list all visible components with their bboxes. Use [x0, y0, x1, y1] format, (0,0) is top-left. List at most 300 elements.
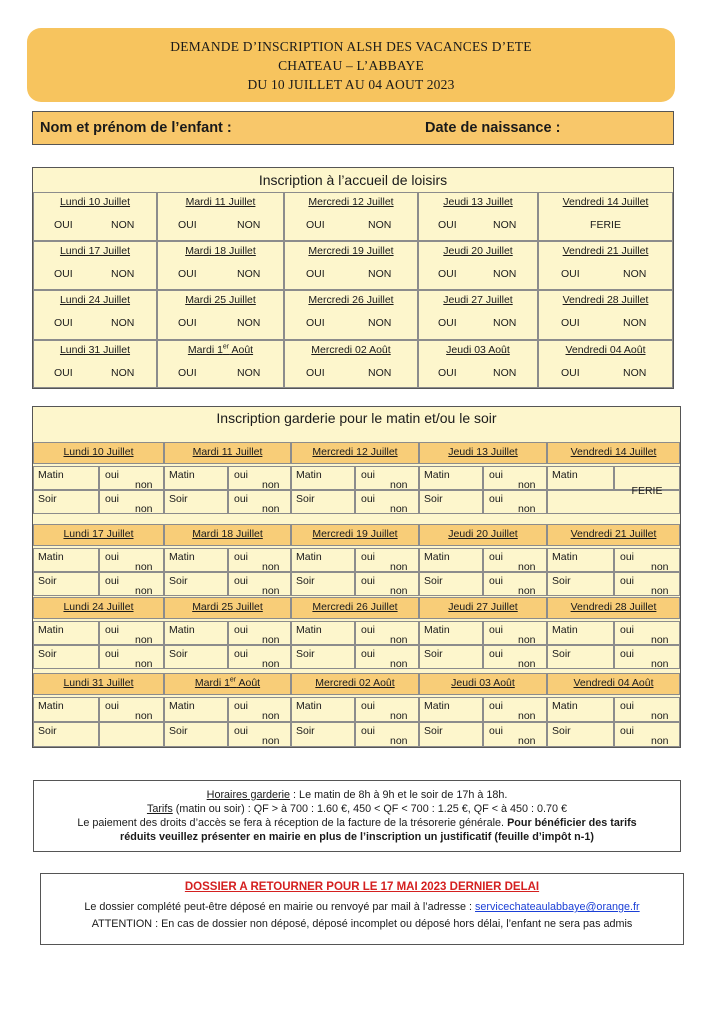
matin-label: Matin — [552, 624, 578, 636]
soir-cell — [547, 645, 614, 669]
soir-cell — [164, 645, 228, 669]
garderie-day-header — [33, 442, 164, 464]
matin-choice-cell — [355, 697, 419, 722]
day-label: Vendredi 04 Août — [573, 677, 654, 689]
non-option[interactable]: non — [262, 479, 280, 491]
oui-option[interactable]: OUI — [178, 317, 197, 329]
soir-choice-cell — [99, 490, 164, 514]
oui-option[interactable]: oui — [489, 575, 504, 587]
day-label: Jeudi 27 Juillet — [448, 601, 518, 613]
paiement-bold2: réduits veuillez présenter en mairie en plus de l’inscription un justificatif (feuille d’impôt n-1) — [120, 831, 594, 843]
oui-option[interactable]: oui — [234, 624, 249, 636]
birth-date-label: Date de naissance : — [425, 120, 561, 136]
matin-choice-cell — [483, 548, 547, 572]
matin-label: Matin — [424, 624, 450, 636]
soir-cell — [164, 722, 228, 747]
matin-cell — [33, 697, 99, 722]
accueil-day-cell — [157, 241, 284, 290]
day-label: Mardi 11 Juillet — [192, 446, 263, 458]
non-option[interactable]: NON — [368, 367, 392, 379]
non-option[interactable]: non — [390, 503, 408, 515]
matin-choice-cell — [355, 621, 419, 645]
matin-label: Matin — [169, 551, 195, 563]
non-option[interactable]: non — [262, 561, 280, 573]
oui-option[interactable]: oui — [620, 725, 635, 737]
day-label: Mercredi 19 Juillet — [308, 245, 394, 257]
non-option[interactable]: NON — [368, 268, 392, 280]
soir-cell — [164, 572, 228, 596]
soir-choice-cell — [483, 645, 547, 669]
day-label: Mercredi 12 Juillet — [308, 196, 394, 208]
oui-option[interactable]: OUI — [306, 367, 325, 379]
garderie-section — [32, 406, 681, 748]
day-label: Vendredi 04 Août — [565, 344, 646, 356]
non-option[interactable]: non — [135, 503, 153, 515]
accueil-day-cell — [538, 340, 673, 388]
matin-cell — [33, 548, 99, 572]
oui-option[interactable]: OUI — [561, 317, 580, 329]
oui-option[interactable]: oui — [489, 700, 504, 712]
oui-option[interactable]: oui — [620, 700, 635, 712]
soir-choice-cell — [228, 490, 291, 514]
matin-cell — [291, 548, 355, 572]
garderie-day-header — [164, 524, 291, 546]
non-option[interactable]: NON — [111, 367, 135, 379]
oui-option[interactable]: oui — [489, 469, 504, 481]
accueil-day-cell — [284, 241, 418, 290]
soir-cell — [164, 490, 228, 514]
matin-label: Matin — [296, 624, 322, 636]
oui-option[interactable]: oui — [361, 648, 376, 660]
non-option[interactable]: NON — [237, 317, 261, 329]
form-title-banner — [27, 28, 675, 102]
garderie-day-header — [419, 673, 547, 695]
matin-choice-cell — [355, 466, 419, 490]
matin-cell — [291, 697, 355, 722]
matin-label: Matin — [552, 551, 578, 563]
oui-option[interactable]: oui — [361, 469, 376, 481]
non-option[interactable]: non — [651, 634, 669, 646]
soir-choice-cell — [355, 572, 419, 596]
matin-choice-cell — [99, 621, 164, 645]
soir-choice-cell — [228, 572, 291, 596]
non-option[interactable]: non — [135, 561, 153, 573]
matin-label: Matin — [296, 700, 322, 712]
non-option[interactable]: non — [651, 710, 669, 722]
non-option[interactable]: non — [390, 735, 408, 747]
non-option[interactable]: non — [518, 503, 536, 515]
non-option[interactable]: non — [262, 585, 280, 597]
matin-choice-cell — [228, 466, 291, 490]
oui-option[interactable]: oui — [489, 493, 504, 505]
garderie-day-header — [164, 597, 291, 619]
matin-choice-cell — [99, 697, 164, 722]
day-label: Mercredi 02 Août — [311, 344, 391, 356]
ferie-cell — [547, 485, 680, 514]
day-label: Jeudi 13 Juillet — [448, 446, 518, 458]
matin-cell — [419, 548, 483, 572]
garderie-day-header — [291, 524, 419, 546]
day-label: Lundi 10 Juillet — [59, 196, 131, 208]
soir-label: Soir — [296, 648, 315, 660]
soir-choice-cell — [228, 645, 291, 669]
day-label: Jeudi 03 Août — [446, 344, 510, 356]
non-option[interactable]: non — [518, 634, 536, 646]
non-option[interactable]: non — [651, 561, 669, 573]
oui-option[interactable]: OUI — [561, 268, 580, 280]
soir-cell — [33, 722, 99, 747]
oui-option[interactable]: OUI — [54, 268, 73, 280]
soir-cell — [547, 722, 614, 747]
matin-choice-cell — [483, 466, 547, 490]
accueil-day-cell — [284, 340, 418, 388]
non-option[interactable]: non — [390, 479, 408, 491]
accueil-day-cell — [33, 290, 157, 340]
soir-label: Soir — [38, 493, 57, 505]
soir-label: Soir — [38, 575, 57, 587]
garderie-info-box — [33, 780, 681, 852]
garderie-day-header — [33, 597, 164, 619]
day-label: Jeudi 20 Juillet — [448, 528, 518, 540]
soir-choice-cell — [355, 490, 419, 514]
day-label: Mardi 25 Juillet — [185, 294, 256, 306]
oui-option[interactable]: oui — [234, 551, 249, 563]
matin-label: Matin — [38, 551, 64, 563]
oui-option[interactable]: oui — [489, 551, 504, 563]
day-label: Vendredi 28 Juillet — [570, 601, 657, 613]
non-option[interactable]: non — [390, 710, 408, 722]
soir-choice-cell — [483, 722, 547, 747]
garderie-section-title: Inscription garderie pour le matin et/ou le soir — [216, 410, 497, 426]
oui-option[interactable]: oui — [105, 493, 120, 505]
soir-label: Soir — [296, 725, 315, 737]
matin-label: Matin — [552, 469, 578, 481]
day-label: Jeudi 13 Juillet — [443, 196, 513, 208]
day-label: Mardi 11 Juillet — [185, 196, 256, 208]
non-option[interactable]: non — [651, 658, 669, 670]
soir-cell — [291, 645, 355, 669]
accueil-day-cell — [284, 192, 418, 241]
non-option[interactable]: NON — [111, 317, 135, 329]
oui-option[interactable]: oui — [361, 624, 376, 636]
matin-label: Matin — [424, 700, 450, 712]
oui-option[interactable]: OUI — [438, 219, 457, 231]
horaires-label: Horaires garderie — [206, 789, 291, 801]
oui-option[interactable]: OUI — [54, 367, 73, 379]
soir-choice-cell — [614, 722, 680, 747]
oui-option[interactable]: oui — [234, 725, 249, 737]
non-option[interactable]: non — [262, 658, 280, 670]
non-option[interactable]: non — [651, 735, 669, 747]
matin-cell — [547, 548, 614, 572]
non-option[interactable]: non — [390, 658, 408, 670]
non-option[interactable]: non — [518, 658, 536, 670]
day-label: Lundi 17 Juillet — [63, 528, 134, 540]
oui-option[interactable]: oui — [361, 700, 376, 712]
oui-option[interactable]: oui — [361, 493, 376, 505]
oui-option[interactable]: oui — [620, 551, 635, 563]
garderie-day-header — [164, 442, 291, 464]
oui-option[interactable]: OUI — [306, 317, 325, 329]
non-option[interactable]: NON — [493, 367, 517, 379]
non-option[interactable]: non — [518, 479, 536, 491]
garderie-day-header — [33, 673, 164, 695]
non-option[interactable]: non — [262, 503, 280, 515]
non-option[interactable]: NON — [111, 268, 135, 280]
day-label: Mardi 25 Juillet — [192, 601, 263, 613]
matin-choice-cell — [228, 697, 291, 722]
soir-label: Soir — [169, 575, 188, 587]
day-label: Vendredi 28 Juillet — [562, 294, 649, 306]
oui-option[interactable]: oui — [361, 551, 376, 563]
accueil-day-cell — [33, 192, 157, 241]
accueil-day-cell — [538, 241, 673, 290]
oui-option[interactable]: oui — [105, 700, 120, 712]
soir-choice-cell — [355, 722, 419, 747]
matin-cell — [547, 697, 614, 722]
oui-option[interactable]: OUI — [306, 219, 325, 231]
non-option[interactable]: non — [135, 479, 153, 491]
matin-choice-cell — [228, 621, 291, 645]
form-title-line1: DEMANDE D’INSCRIPTION ALSH DES VACANCES D’ETE — [170, 38, 532, 54]
accueil-day-cell — [418, 241, 538, 290]
soir-cell — [291, 572, 355, 596]
non-option[interactable]: NON — [623, 268, 647, 280]
non-option[interactable]: non — [135, 710, 153, 722]
non-option[interactable]: NON — [237, 268, 261, 280]
soir-label: Soir — [424, 575, 443, 587]
day-label: Mardi 1er Août — [187, 343, 254, 356]
soir-choice-cell — [228, 722, 291, 747]
matin-cell — [33, 466, 99, 490]
matin-label: Matin — [38, 624, 64, 636]
oui-option[interactable]: oui — [234, 700, 249, 712]
soir-choice-cell — [355, 645, 419, 669]
garderie-day-header — [547, 673, 680, 695]
matin-cell — [164, 621, 228, 645]
soir-cell — [291, 722, 355, 747]
oui-option[interactable]: oui — [620, 648, 635, 660]
oui-option[interactable]: OUI — [438, 268, 457, 280]
garderie-day-header — [291, 442, 419, 464]
oui-option[interactable]: oui — [105, 575, 120, 587]
soir-label: Soir — [424, 493, 443, 505]
matin-label: Matin — [296, 469, 322, 481]
garderie-day-header — [419, 597, 547, 619]
non-option[interactable]: NON — [623, 317, 647, 329]
soir-label: Soir — [169, 725, 188, 737]
matin-cell — [547, 621, 614, 645]
non-option[interactable]: non — [390, 585, 408, 597]
accueil-day-cell — [157, 192, 284, 241]
non-option[interactable]: non — [651, 585, 669, 597]
soir-label: Soir — [424, 648, 443, 660]
soir-label: Soir — [552, 575, 571, 587]
matin-cell — [419, 466, 483, 490]
oui-option[interactable]: oui — [489, 648, 504, 660]
matin-cell — [164, 466, 228, 490]
matin-choice-cell — [483, 621, 547, 645]
tarifs-label: Tarifs — [146, 803, 173, 815]
matin-choice-cell — [99, 548, 164, 572]
non-option[interactable]: non — [135, 634, 153, 646]
matin-choice-cell — [614, 697, 680, 722]
dossier-deadline-title: DOSSIER A RETOURNER POUR LE 17 MAI 2023 DERNIER DELAI — [184, 881, 540, 893]
matin-label: Matin — [424, 469, 450, 481]
oui-option[interactable]: oui — [105, 551, 120, 563]
oui-option[interactable]: oui — [620, 624, 635, 636]
non-option[interactable]: non — [135, 658, 153, 670]
matin-cell — [547, 466, 614, 490]
oui-option[interactable]: oui — [105, 469, 120, 481]
day-label: Jeudi 03 Août — [451, 677, 515, 689]
non-option[interactable]: NON — [493, 317, 517, 329]
soir-label: Soir — [552, 725, 571, 737]
non-option[interactable]: non — [518, 735, 536, 747]
oui-option[interactable]: OUI — [178, 367, 197, 379]
garderie-day-header — [164, 673, 291, 695]
oui-option[interactable]: oui — [234, 575, 249, 587]
non-option[interactable]: non — [518, 585, 536, 597]
day-label: Mercredi 26 Juillet — [312, 601, 398, 613]
oui-option[interactable]: OUI — [54, 317, 73, 329]
child-identity-box — [32, 111, 674, 145]
non-option[interactable]: NON — [111, 219, 135, 231]
day-label: Mardi 18 Juillet — [185, 245, 256, 257]
accueil-day-cell — [33, 340, 157, 388]
oui-option[interactable]: oui — [105, 624, 120, 636]
oui-option[interactable]: oui — [489, 624, 504, 636]
non-option[interactable]: NON — [237, 219, 261, 231]
matin-choice-cell — [614, 621, 680, 645]
non-option[interactable]: NON — [623, 367, 647, 379]
ferie-label: FERIE — [590, 219, 621, 231]
form-title-line2: CHATEAU – L’ABBAYE — [278, 57, 424, 73]
accueil-day-cell — [418, 192, 538, 241]
matin-label: Matin — [296, 551, 322, 563]
day-label: Mercredi 12 Juillet — [312, 446, 398, 458]
non-option[interactable]: NON — [368, 317, 392, 329]
accueil-day-cell — [538, 290, 673, 340]
accueil-day-cell — [418, 340, 538, 388]
day-label: Mercredi 02 Août — [315, 677, 395, 689]
paiement-bold: Pour bénéficier des tarifs — [507, 817, 637, 829]
soir-cell — [419, 722, 483, 747]
oui-option[interactable]: OUI — [54, 219, 73, 231]
oui-option[interactable]: OUI — [561, 367, 580, 379]
non-option[interactable]: non — [518, 561, 536, 573]
dossier-instructions: Le dossier complété peut-être déposé en mairie ou renvoyé par mail à l’adresse : — [84, 901, 476, 913]
dossier-box — [40, 873, 684, 945]
oui-option[interactable]: oui — [361, 725, 376, 737]
day-label: Vendredi 21 Juillet — [562, 245, 649, 257]
matin-choice-cell — [483, 697, 547, 722]
oui-option[interactable]: OUI — [306, 268, 325, 280]
day-label: Vendredi 14 Juillet — [570, 446, 657, 458]
matin-cell — [291, 466, 355, 490]
oui-option[interactable]: oui — [361, 575, 376, 587]
accueil-section — [32, 167, 674, 389]
soir-cell — [33, 572, 99, 596]
accueil-day-cell — [157, 290, 284, 340]
day-label: Lundi 10 Juillet — [63, 446, 134, 458]
garderie-day-header — [33, 524, 164, 546]
contact-email-link[interactable]: servicechateaulabbaye@orange.fr — [475, 901, 640, 913]
oui-option[interactable]: OUI — [178, 268, 197, 280]
soir-label: Soir — [424, 725, 443, 737]
non-option[interactable]: non — [390, 634, 408, 646]
matin-label: Matin — [38, 469, 64, 481]
matin-cell — [164, 548, 228, 572]
garderie-day-header — [547, 524, 680, 546]
oui-option[interactable]: OUI — [438, 367, 457, 379]
oui-option[interactable]: OUI — [438, 317, 457, 329]
day-label: Lundi 31 Juillet — [63, 677, 134, 689]
day-label: Jeudi 20 Juillet — [443, 245, 513, 257]
oui-option[interactable]: oui — [105, 648, 120, 660]
soir-label: Soir — [169, 648, 188, 660]
garderie-day-header — [419, 442, 547, 464]
oui-option[interactable]: oui — [234, 493, 249, 505]
paiement-text: Le paiement des droits d’accès se fera à réception de la facture de la trésorerie générale. — [77, 817, 508, 829]
day-label: Mercredi 19 Juillet — [312, 528, 398, 540]
garderie-day-header — [547, 442, 680, 464]
non-option[interactable]: non — [518, 710, 536, 722]
oui-option[interactable]: oui — [620, 575, 635, 587]
soir-cell — [419, 490, 483, 514]
matin-label: Matin — [424, 551, 450, 563]
soir-label: Soir — [296, 493, 315, 505]
soir-label: Soir — [296, 575, 315, 587]
oui-option[interactable]: oui — [234, 648, 249, 660]
day-label: Mercredi 26 Juillet — [308, 294, 394, 306]
oui-option[interactable]: oui — [489, 725, 504, 737]
accueil-day-cell — [418, 290, 538, 340]
oui-option[interactable]: oui — [234, 469, 249, 481]
day-label: Vendredi 14 Juillet — [562, 196, 649, 208]
day-label: Lundi 17 Juillet — [59, 245, 131, 257]
non-option[interactable]: NON — [368, 219, 392, 231]
day-label: Lundi 24 Juillet — [63, 601, 134, 613]
soir-label: Soir — [552, 648, 571, 660]
non-option[interactable]: NON — [493, 219, 517, 231]
dossier-warning: ATTENTION : En cas de dossier non déposé, déposé incomplet ou déposé hors délai, l’enfant ne sera pas admis — [91, 918, 633, 930]
non-option[interactable]: non — [262, 735, 280, 747]
accueil-section-title: Inscription à l’accueil de loisirs — [258, 172, 448, 188]
soir-label: Soir — [169, 493, 188, 505]
non-option[interactable]: non — [390, 561, 408, 573]
non-option[interactable]: NON — [237, 367, 261, 379]
garderie-day-header — [419, 524, 547, 546]
non-option[interactable]: non — [135, 585, 153, 597]
soir-choice-cell — [483, 572, 547, 596]
matin-cell — [419, 697, 483, 722]
garderie-day-header — [547, 597, 680, 619]
soir-cell — [547, 572, 614, 596]
oui-option[interactable]: OUI — [178, 219, 197, 231]
day-label: Lundi 24 Juillet — [59, 294, 131, 306]
soir-cell — [419, 572, 483, 596]
non-option[interactable]: NON — [493, 268, 517, 280]
soir-choice-cell — [99, 722, 164, 747]
day-label: Mardi 1er Août — [194, 676, 261, 689]
form-title-line3: DU 10 JUILLET AU 04 AOUT 2023 — [247, 76, 455, 92]
matin-label: Matin — [552, 700, 578, 712]
non-option[interactable]: non — [262, 634, 280, 646]
non-option[interactable]: non — [262, 710, 280, 722]
matin-cell — [164, 697, 228, 722]
day-label: Lundi 31 Juillet — [59, 344, 131, 356]
